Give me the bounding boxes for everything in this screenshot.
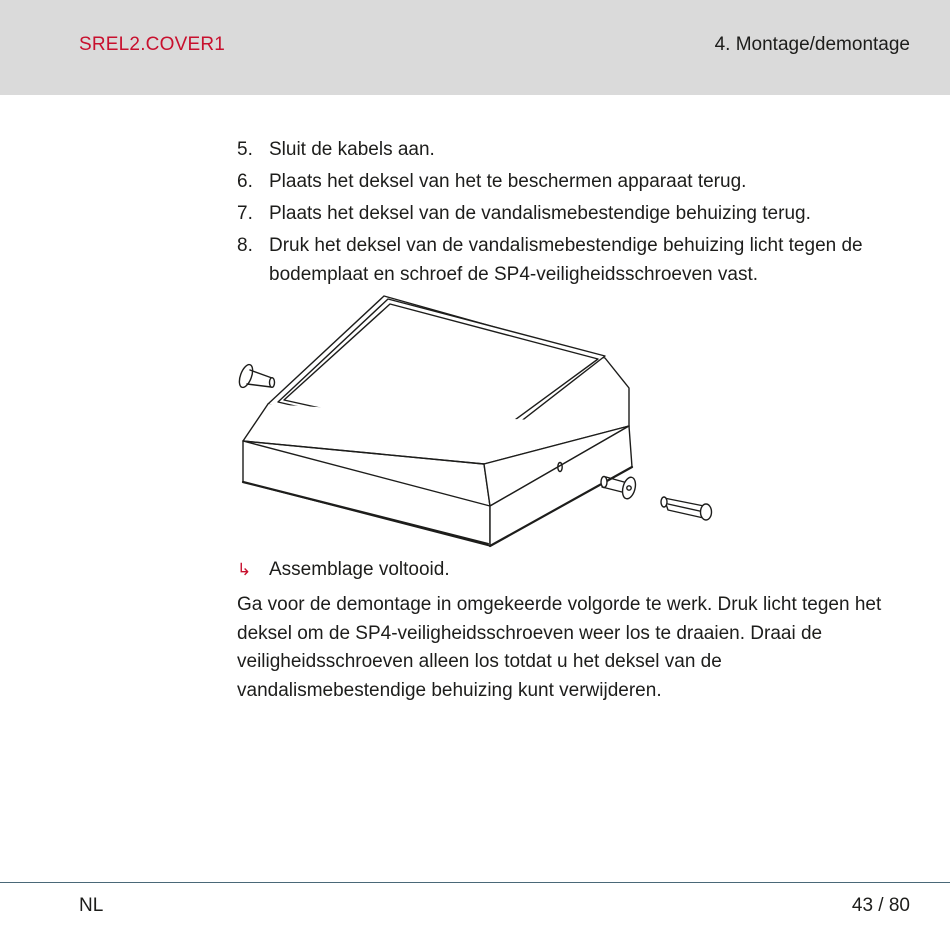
left-security-screw bbox=[237, 363, 275, 389]
step-number: 6. bbox=[237, 171, 253, 192]
product-code: SREL2.COVER1 bbox=[79, 34, 226, 55]
sp4-bit-tool bbox=[661, 497, 712, 520]
footer-divider bbox=[0, 882, 950, 883]
chapter-title: 4. Montage/demontage bbox=[714, 34, 910, 55]
step-number: 8. bbox=[237, 235, 253, 256]
step-number: 7. bbox=[237, 203, 253, 224]
step-text: Plaats het deksel van het te beschermen apparaat terug. bbox=[269, 171, 747, 192]
footer-language: NL bbox=[79, 895, 104, 916]
step-text: Sluit de kabels aan. bbox=[269, 139, 435, 160]
result-line bbox=[237, 555, 450, 584]
result-arrow-icon: ↳ bbox=[237, 560, 252, 579]
right-security-screw bbox=[601, 476, 638, 500]
page-number: 43 / 80 bbox=[851, 895, 910, 916]
step-item bbox=[237, 135, 907, 164]
step-text: Plaats het deksel van de vandalismebestendige behuizing terug. bbox=[269, 203, 811, 224]
step-item bbox=[237, 231, 907, 289]
step-item bbox=[237, 199, 907, 228]
result-text: Assemblage voltooid. bbox=[269, 559, 450, 580]
instruction-content bbox=[237, 135, 907, 292]
step-item bbox=[237, 167, 907, 196]
step-list bbox=[237, 135, 907, 289]
page-header bbox=[0, 0, 950, 95]
step-text: Druk het deksel van de vandalismebestendige behuizing licht tegen de bodemplaat en schroef de SP4-veiligheidsschroeven vast. bbox=[269, 235, 863, 285]
assembly-illustration bbox=[232, 292, 722, 552]
disassembly-paragraph: Ga voor de demontage in omgekeerde volgorde te werk. Druk licht tegen het deksel om de SP4-veiligheidsschroeven weer los te draaien. Draai de veiligheidsschroeven alleen los totdat u het deksel van de vandalismebestendige behuizing kunt verwijderen. bbox=[237, 594, 882, 701]
enclosure-drawing bbox=[232, 292, 722, 552]
step-number: 5. bbox=[237, 139, 253, 160]
